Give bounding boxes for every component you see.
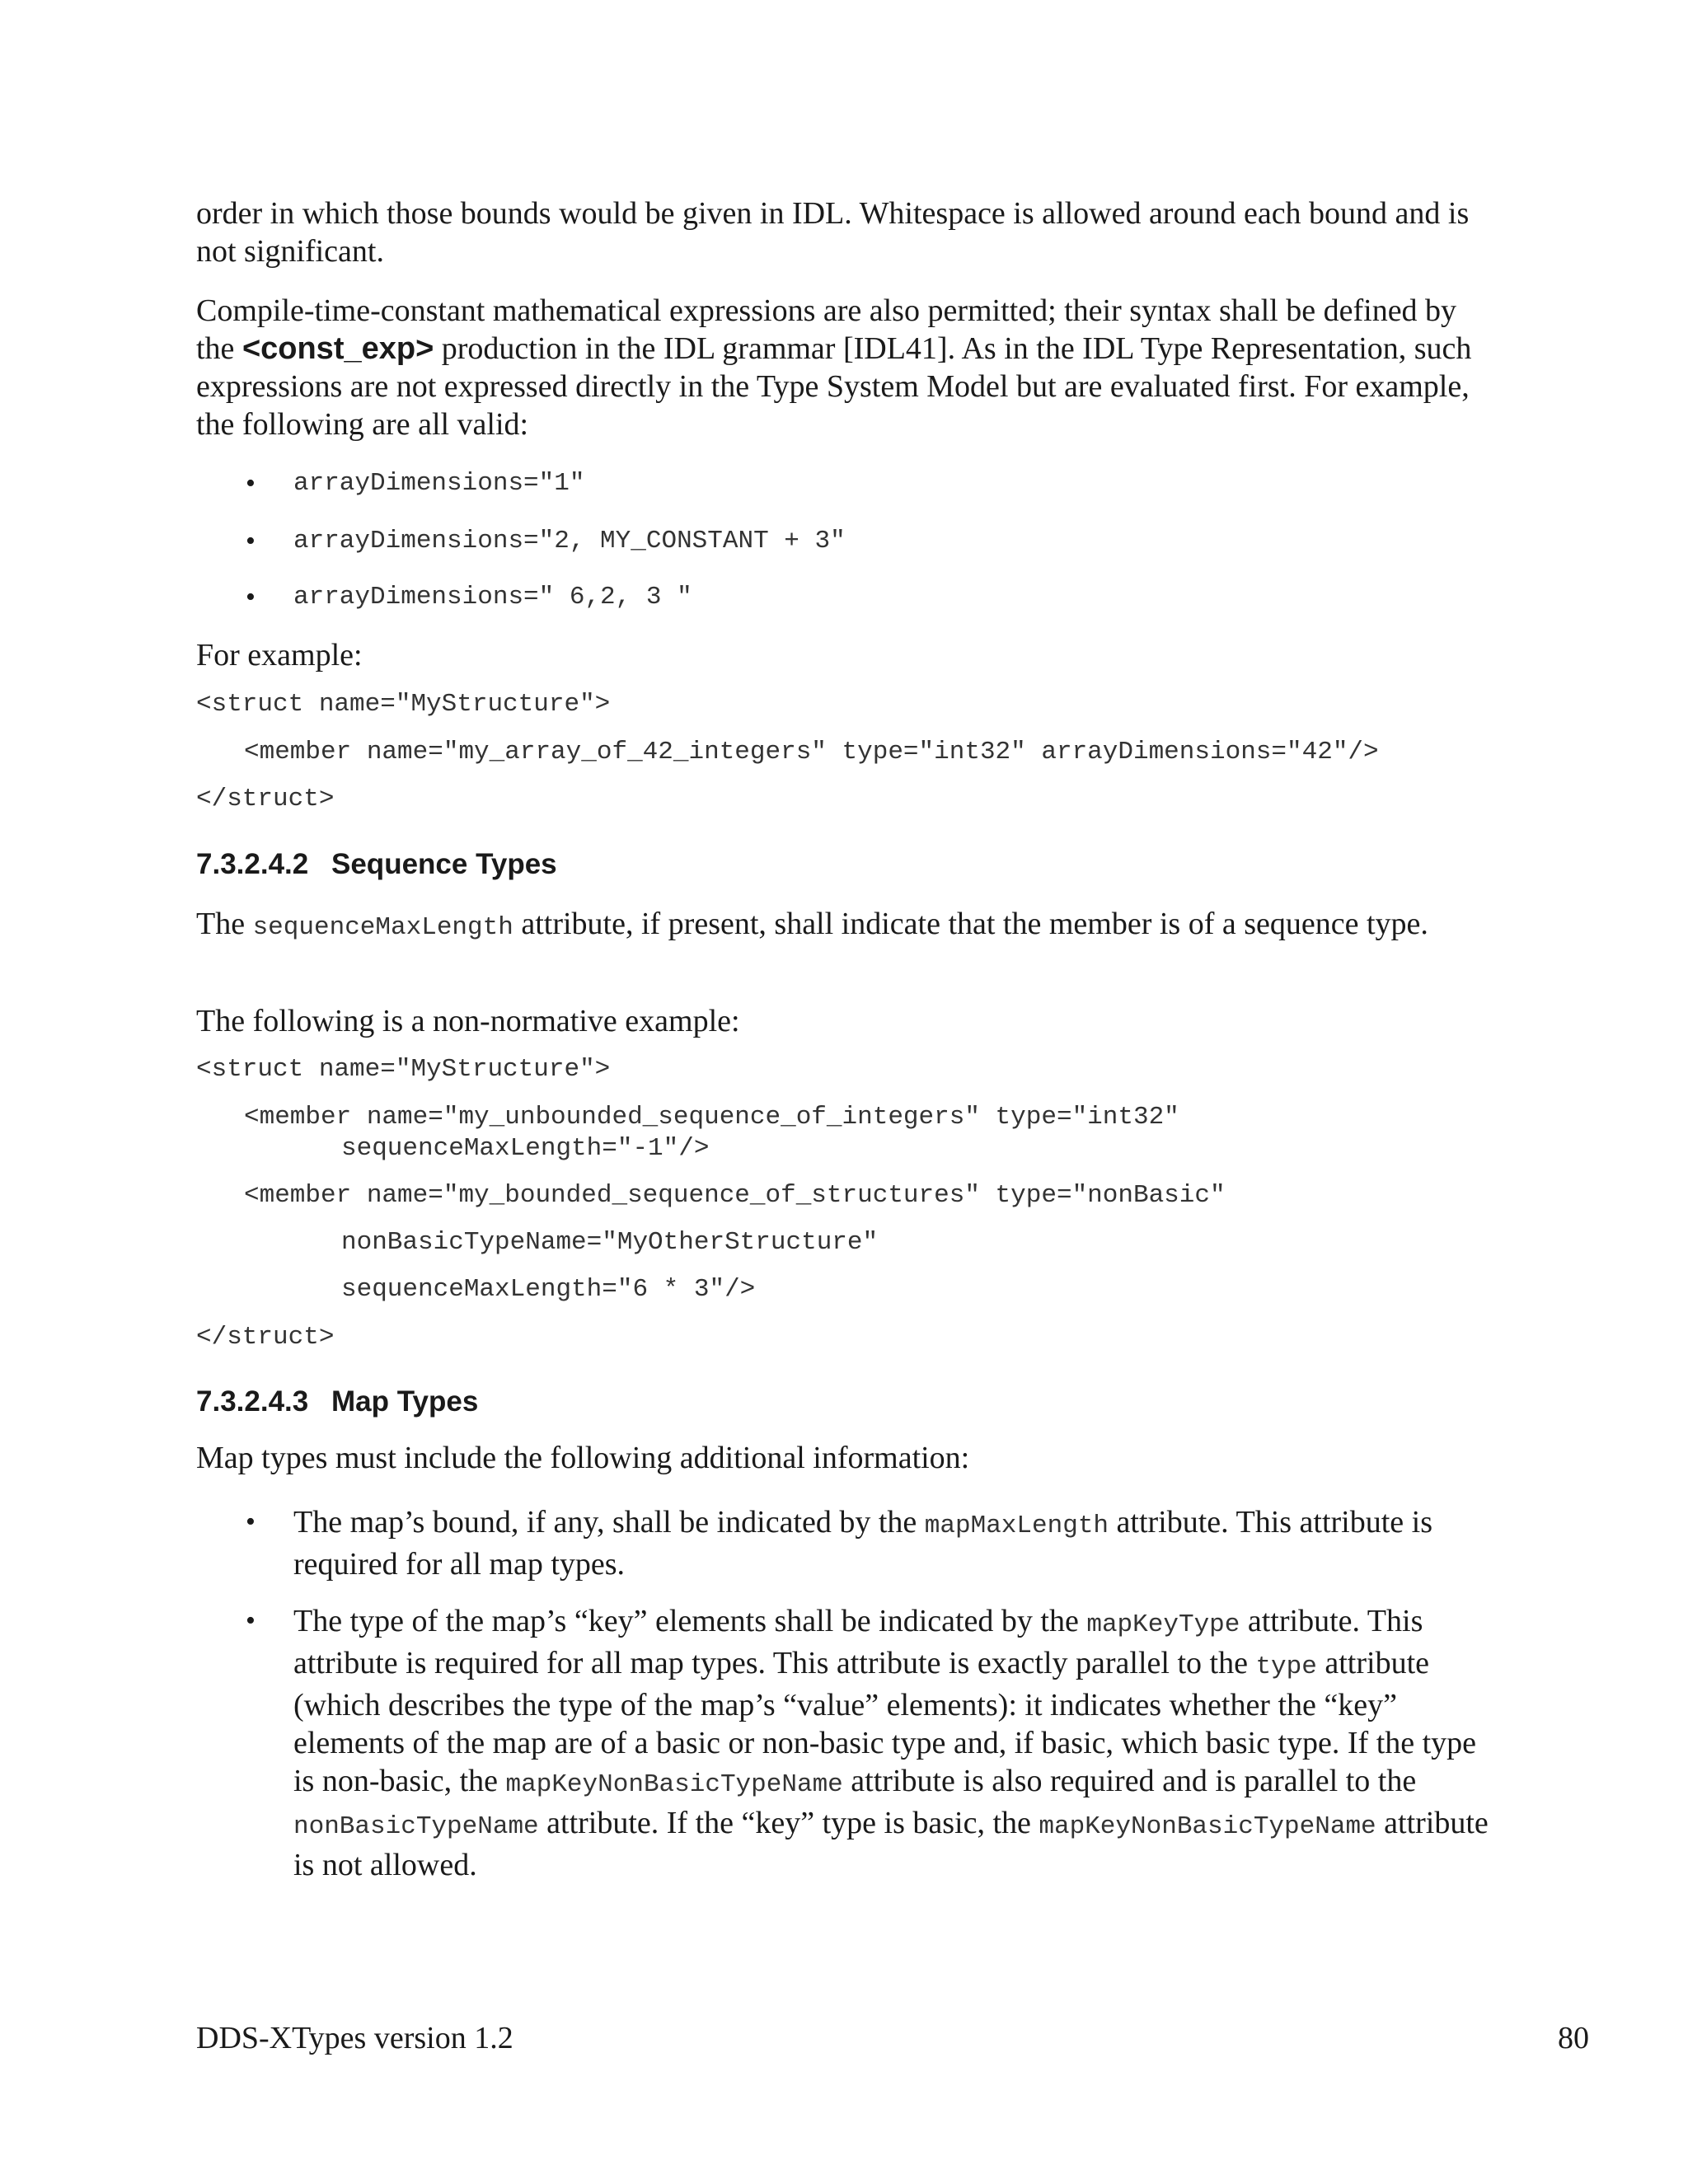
array-example-3: arrayDimensions=" 6,2, 3 " [293,583,692,612]
code-attr-seq-max-length: sequenceMaxLength="6 * 3"/> [341,1275,756,1304]
text-run: attribute is also required and is parallel to the [842,1764,1417,1798]
code-member-bounded-seq: <member name="my_bounded_sequence_of_structures" type="nonBasic" [244,1181,1226,1210]
inline-code: mapKeyNonBasicTypeName [1039,1812,1376,1841]
paragraph-const-exp [196,292,1498,443]
text-run: attribute. This attribute is required for all map types. [293,1505,1432,1582]
code-attr-nonbasic-name: nonBasicTypeName="MyOtherStructure" [341,1228,879,1257]
map-bullet-key-type [293,1602,1497,1884]
map-bullet-bound [293,1503,1497,1583]
code-attr-seq-max-length: sequenceMaxLength="-1"/> [341,1134,710,1163]
inline-code: mapMaxLength [924,1511,1109,1540]
code-struct-open: <struct name="MyStructure"> [196,1055,611,1084]
array-example-2: arrayDimensions="2, MY_CONSTANT + 3" [293,527,846,555]
const-exp-production: <const_exp> [241,331,434,366]
bullet-symbol: • [246,1507,256,1537]
bullet-symbol: • [246,526,256,556]
paragraph-non-normative: The following is a non-normative example: [196,1004,740,1038]
for-example-label: For example: [196,638,363,673]
code-struct-close: </struct> [196,785,335,813]
code-struct-open: <struct name="MyStructure"> [196,690,611,719]
inline-code: nonBasicTypeName [293,1812,539,1841]
code-member-unbounded-seq: <member name="my_unbounded_sequence_of_integers" type="int32" [244,1103,1179,1132]
inline-code: mapKeyType [1086,1610,1240,1639]
section-number: 7.3.2.4.3 [196,1385,309,1418]
text-run: attribute is not allowed. [293,1806,1489,1882]
text-run: The type of the map’s “key” elements shall be indicated by the [293,1604,1087,1638]
text-run: attribute (which describes the type of the map’s “value” elements): it indicates whether the “key” elements of the map are of a basic or non-basic type and, if basic, which basic type. If the type is non-basic, the [293,1646,1477,1798]
section-heading-sequence-types [196,847,557,882]
footer-document-title: DDS-XTypes version 1.2 [196,2021,513,2055]
inline-code: mapKeyNonBasicTypeName [505,1770,843,1799]
code-member-array: <member name="my_array_of_42_integers" type="int32" arrayDimensions="42"/> [244,738,1379,766]
bullet-symbol: • [246,582,256,612]
footer-page-number: 80 [1558,2021,1589,2055]
paragraph-map-intro: Map types must include the following additional information: [196,1441,970,1475]
text-run: attribute. If the “key” type is basic, the [538,1806,1039,1840]
bullet-symbol: • [246,468,256,499]
section-title: Map Types [331,1385,479,1418]
inline-code: sequenceMaxLength [252,913,513,942]
section-number: 7.3.2.4.2 [196,848,309,880]
code-struct-close: </struct> [196,1323,335,1352]
text-run: attribute. This attribute is required for all map types. This attribute is exactly parallel to the [293,1604,1423,1680]
text-run: production in the IDL grammar [IDL41]. As in the IDL Type Representation, such expressions are not expressed directly in the Type System Model but are evaluated first. For example, the following are all valid: [196,331,1472,442]
text-run: The [196,907,253,941]
paragraph-array-bounds: order in which those bounds would be given in IDL. Whitespace is allowed around each bound and is not significant. [196,196,1470,269]
bullet-symbol: • [246,1605,256,1636]
section-title: Sequence Types [331,848,557,880]
text-run: The map’s bound, if any, shall be indicated by the [293,1505,925,1540]
inline-code: type [1255,1652,1317,1681]
text-run: Compile-time-constant mathematical expressions are also permitted; their syntax shall be defined by the [196,293,1457,366]
section-heading-map-types [196,1385,478,1419]
text-run: attribute, if present, shall indicate that the member is of a sequence type. [513,907,1428,941]
array-example-1: arrayDimensions="1" [293,469,585,498]
paragraph-sequence [196,905,1498,947]
